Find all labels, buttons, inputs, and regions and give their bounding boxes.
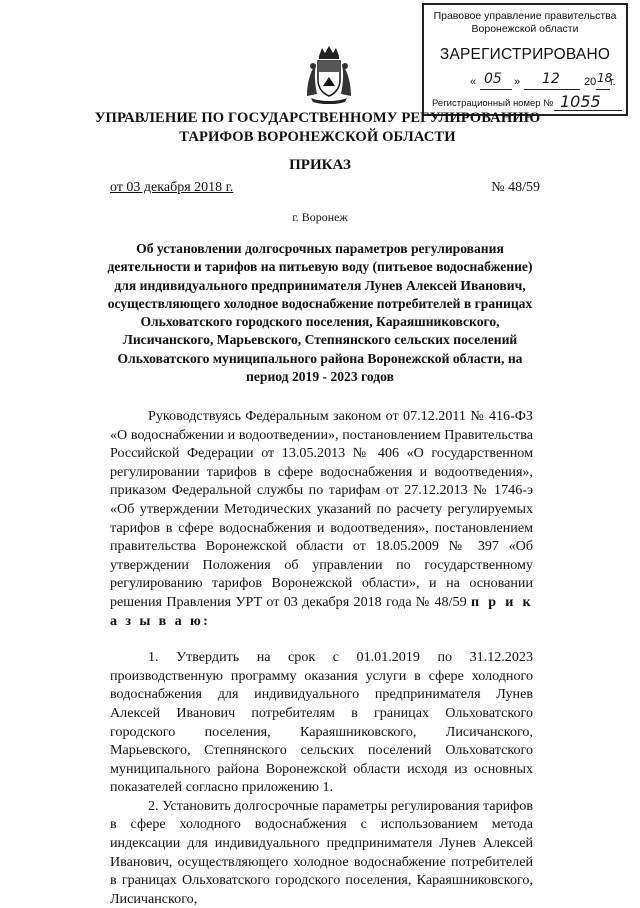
stamp-year-end: г. — [610, 76, 616, 88]
stamp-close-quote: » — [514, 76, 521, 88]
order-date: от 03 декабря 2018 г. — [110, 180, 234, 195]
preamble-text: Руководствуясь Федеральным законом от 07.12.2011 № 416-ФЗ «О водоснабжении и водоотведении», постановлением Правительства Российской Федерации от 13.05.2013 № 406 «О государственном регулировании тарифов в сфере водоснабжения и водоотведения», приказом Федеральной службы по тарифам от 27.12.2013 № 1746-э «Об утверждении Методических указаний по расчету регулируемых тарифов в сфере водоснабжения и водоотведения», постановлением правительства Воронежской области от 18.05.2009 № 397 «Об утверждении Положения об управлении по государственному регулированию тарифов Воронежской области», и на основании решения Правления УРТ от 03 декабря 2018 года № 48/59 — [110, 408, 533, 610]
order-subject: Об установлении долгосрочных параметров регулирования деятельности и тарифов на питьевую воду (питьевое водоснабжение) для индивидуального предпринимателя Лунев Алексей Иванович, осуществляющего холодное водоснабжение потребителей в границах Ольховатского городского поселения, Караяшниковского, Лисичанского, Марьевского, Степнянского сельских поселений Ольховатского муниципального района Воронежской области, на период 2019 - 2023 годов — [107, 241, 533, 385]
stamp-date — [434, 71, 618, 93]
stamp-org-line2: Воронежской области — [471, 23, 579, 35]
order-body — [110, 407, 533, 908]
order-word: п р и к а з ы в а ю: — [110, 593, 533, 629]
city: г. Воронеж — [292, 210, 348, 224]
stamp-org-line1: Правовое управление правительства — [433, 10, 617, 22]
item-1-paragraph: 1. Утвердить на срок с 01.01.2019 по 31.12.2023 производственную программу оказания услуги в сфере холодного водоснабжения для индивидуального предпринимателя Лунев Алексей Иванович потребителям в границах Ольховатского городского поселения, Караяшниковского, Лисичанского, Марьевского, Степнянского сельских поселений Ольховатского муниципального района Воронежской области исходя из основных показателей согласно приложению 1. — [110, 649, 533, 796]
authority-title: УПРАВЛЕНИЕ ПО ГОСУДАРСТВЕННОМУ РЕГУЛИРОВАНИЮ ТАРИФОВ ВОРОНЕЖСКОЙ ОБЛАСТИ — [94, 110, 541, 145]
stamp-reg-label: Регистрационный номер № — [432, 98, 554, 109]
stamp-registered: ЗАРЕГИСТРИРОВАНО — [439, 46, 611, 63]
preamble-paragraph — [110, 407, 533, 630]
stamp-year-suffix: 18 — [597, 71, 613, 85]
registration-stamp — [422, 3, 628, 116]
stamp-day: 05 — [484, 71, 502, 87]
stamp-year-prefix: 20 — [584, 76, 597, 88]
item-2-paragraph: 2. Установить долгосрочные параметры регулирования тарифов в сфере холодного водоснабжения с использованием метода индексации для индивидуального предпринимателя Лунев Алексей Иванович, осуществляющего холодное водоснабжение потребителей в границах Ольховатского городского поселения, Караяшниковского, Лисичанского, — [110, 797, 533, 907]
coat-of-arms-emblem — [305, 44, 353, 104]
stamp-open-quote: « — [470, 76, 477, 88]
stamp-month: 12 — [542, 71, 560, 87]
stamp-reg-value: 1055 — [560, 92, 601, 111]
order-number: № 48/59 — [491, 180, 540, 195]
document-type: ПРИКАЗ — [289, 157, 351, 173]
